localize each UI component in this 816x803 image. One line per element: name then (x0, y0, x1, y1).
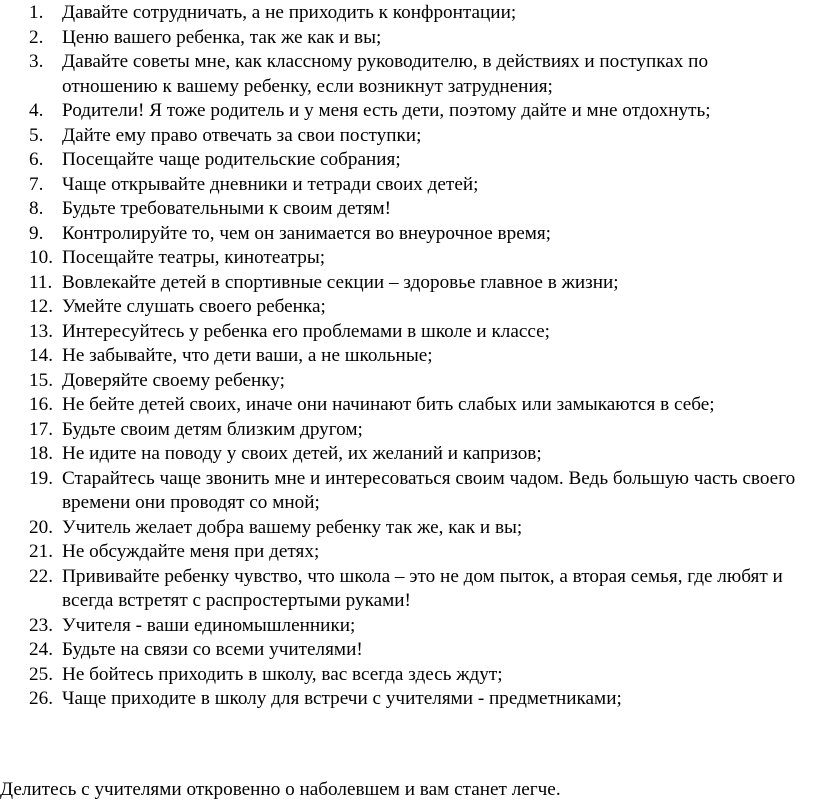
list-item-number: 7. (29, 173, 44, 195)
list-item-text: Учителя - ваши единомышленники; (62, 614, 356, 636)
list-item-number: 4. (29, 100, 44, 121)
list-item (0, 344, 816, 369)
list-item-number: 16. (29, 394, 53, 415)
list-item (0, 393, 816, 418)
list-item-number: 24. (29, 639, 53, 660)
list-item (0, 50, 816, 99)
list-item-number: 18. (29, 443, 53, 464)
list-item (0, 663, 816, 688)
list-item (0, 418, 816, 443)
list-item (0, 124, 816, 149)
list-item-text: Давайте сотрудничать, а не приходить к конфронтации; (62, 2, 517, 23)
list-item (0, 540, 816, 565)
list-item (0, 516, 816, 541)
list-item-number: 26. (29, 688, 53, 709)
list-item-text: Дайте ему право отвечать за свои поступки; (62, 124, 422, 146)
list-item-number: 11. (29, 271, 53, 293)
list-item (0, 442, 816, 467)
list-item-number: 19. (29, 467, 53, 489)
list-item-text: Родители! Я тоже родитель и у меня есть дети, поэтому дайте и мне отдохнуть; (62, 100, 711, 121)
list-item-text: Вовлекайте детей в спортивные секции – здоровье главное в жизни; (62, 271, 619, 293)
list-item-number: 1. (29, 2, 44, 23)
list-item (0, 295, 816, 320)
list-item (0, 565, 816, 614)
list-item-text: Чаще открывайте дневники и тетради своих детей; (62, 173, 479, 195)
list-item-text: Давайте советы мне, как классному руководителю, в действиях и поступках по отношению к вашему ребенку, если возникнут затруднения; (62, 51, 709, 97)
list-item (0, 197, 816, 222)
list-item-text: Доверяйте своему ребенку; (62, 369, 285, 391)
list-item (0, 638, 816, 663)
list-item-number: 22. (29, 565, 53, 587)
list-item (0, 320, 816, 345)
list-item-text: Учитель желает добра вашему ребенку так же, как и вы; (62, 516, 523, 538)
list-item (0, 467, 816, 516)
list-item-text: Не идите на поводу у своих детей, их желаний и капризов; (62, 443, 542, 464)
list-item-number: 12. (29, 296, 53, 317)
list-item-number: 3. (29, 51, 44, 72)
list-item-number: 6. (29, 149, 44, 170)
list-item-text: Не бойтесь приходить в школу, вас всегда здесь ждут; (62, 663, 503, 685)
list-item (0, 687, 816, 712)
list-item-text: Не забывайте, что дети ваши, а не школьные; (62, 345, 433, 366)
list-item-text: Не обсуждайте меня при детях; (62, 541, 320, 562)
list-item-text: Чаще приходите в школу для встречи с учителями - предметниками; (62, 688, 622, 709)
list-item-text: Посещайте театры, кинотеатры; (62, 247, 326, 268)
list-item-number: 23. (29, 614, 53, 636)
list-item-text: Ценю вашего ребенка, так же как и вы; (62, 26, 382, 48)
list-item-text: Прививайте ребенку чувство, что школа – это не дом пыток, а вторая семья, где любят и всегда встретят с распростертыми руками! (62, 565, 783, 611)
list-item-number: 21. (29, 541, 53, 562)
list-item-text: Будьте требовательными к своим детям! (62, 198, 392, 219)
list-item-number: 25. (29, 663, 53, 685)
list-item (0, 222, 816, 247)
list-item-text: Интересуйтесь у ребенка его проблемами в школе и классе; (62, 320, 550, 342)
closing-sentence: Делитесь с учителями откровенно о наболевшем и вам станет легче. (0, 779, 561, 801)
list-item-text: Контролируйте то, чем он занимается во внеурочное время; (62, 222, 552, 244)
list-item (0, 148, 816, 173)
list-item-text: Посещайте чаще родительские собрания; (62, 149, 401, 170)
list-item (0, 1, 816, 26)
list-item-text: Не бейте детей своих, иначе они начинают бить слабых или замыкаются в себе; (62, 394, 715, 415)
list-item-number: 15. (29, 369, 53, 391)
list-item-number: 20. (29, 516, 53, 538)
list-item (0, 369, 816, 394)
list-item (0, 99, 816, 124)
list-item (0, 614, 816, 639)
list-item-text: Будьте на связи со всеми учителями! (62, 639, 363, 660)
list-item-number: 17. (29, 418, 53, 440)
list-item (0, 26, 816, 51)
list-item (0, 246, 816, 271)
list-item-number: 8. (29, 198, 44, 219)
advice-list (0, 1, 816, 712)
list-item (0, 173, 816, 198)
list-item-text: Старайтесь чаще звонить мне и интересоваться своим чадом. Ведь большую часть своего времени они проводят со мной; (62, 467, 796, 513)
list-item-number: 2. (29, 26, 44, 48)
list-item-text: Умейте слушать своего ребенка; (62, 296, 326, 317)
list-item-number: 13. (29, 320, 53, 342)
list-item-text: Будьте своим детям близким другом; (62, 418, 363, 440)
list-item-number: 5. (29, 124, 44, 146)
list-item-number: 10. (29, 247, 53, 268)
list-item-number: 9. (29, 222, 44, 244)
list-item (0, 271, 816, 296)
list-item-number: 14. (29, 345, 53, 366)
